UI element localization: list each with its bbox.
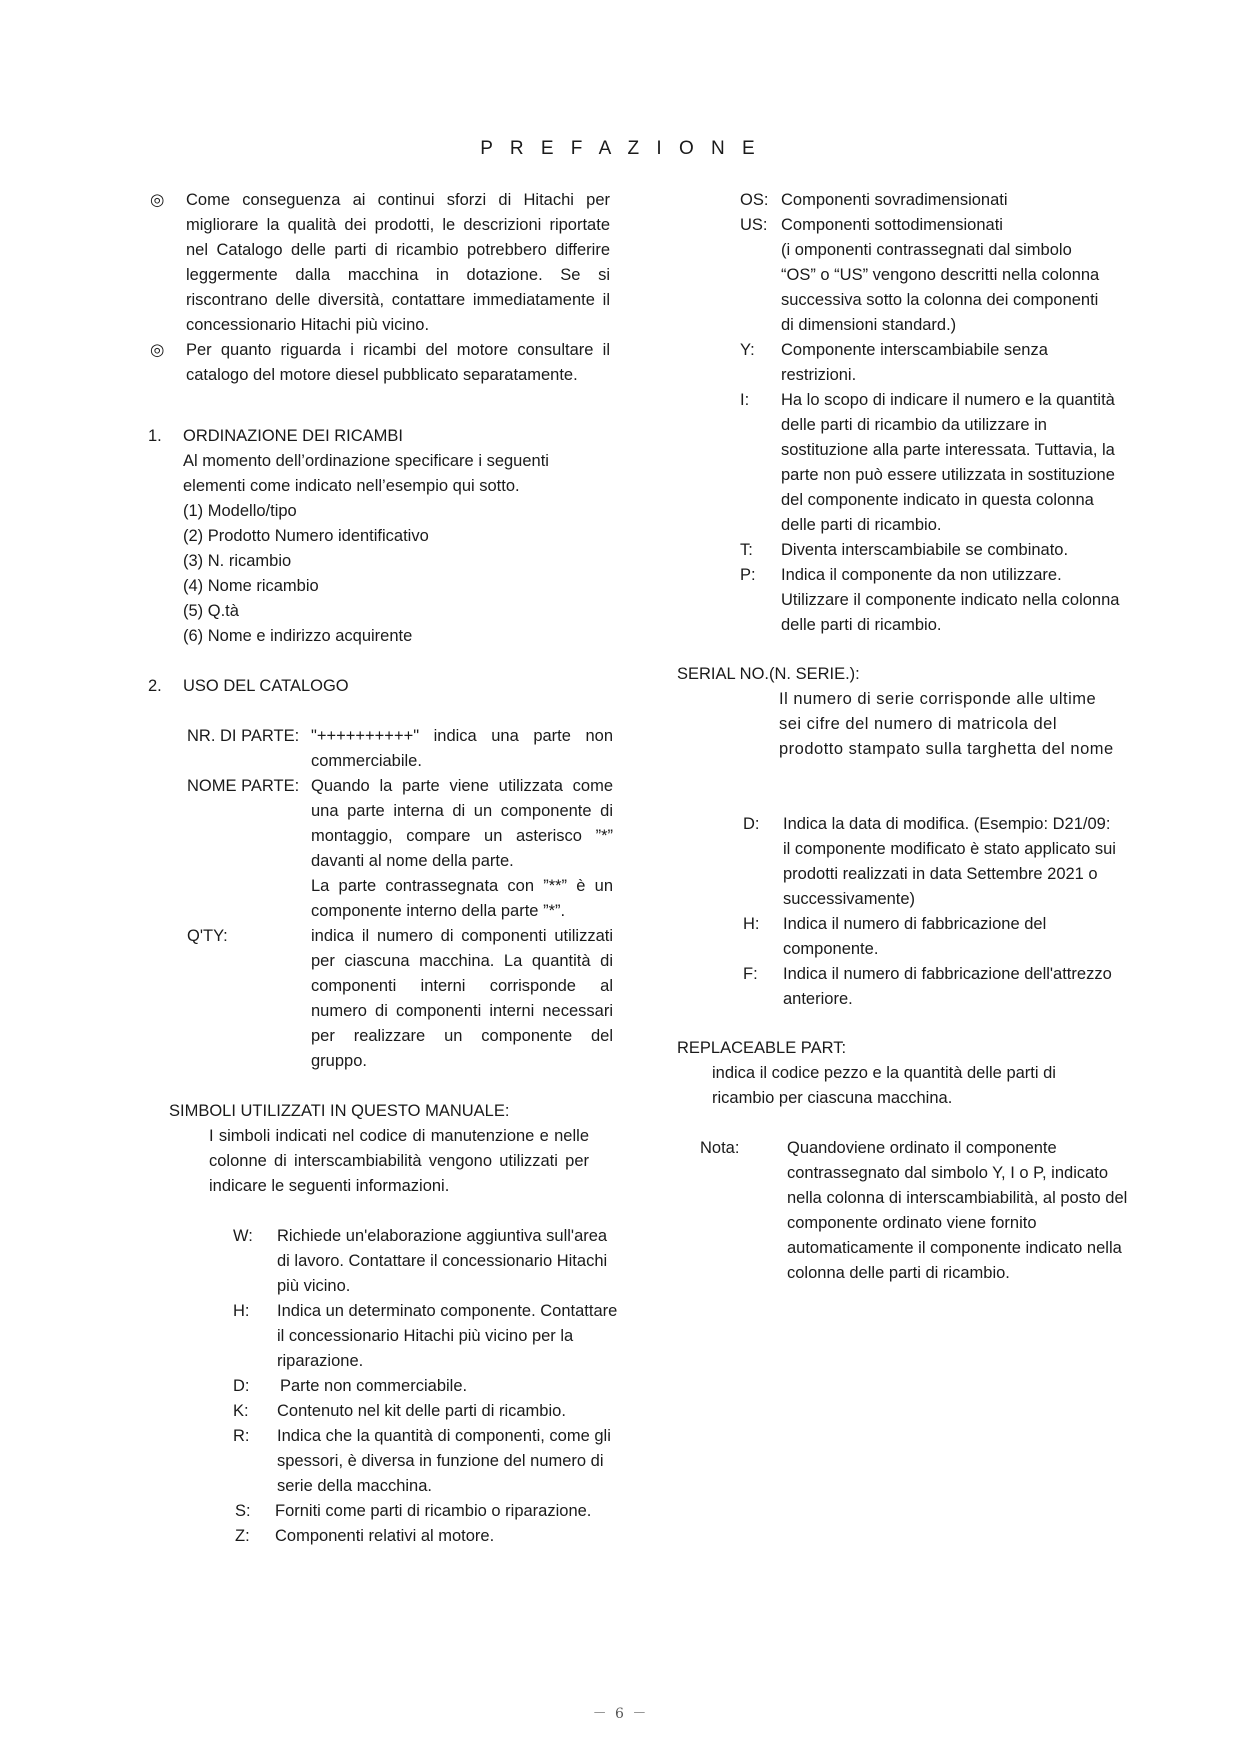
code-item-y: Y: Componente interscambiabile senza restrizioni. (740, 341, 1048, 384)
intro-text-1: Come conseguenza ai continui sforzi di Hitachi per migliorare la qualità dei prodotti, le descrizioni riportate nel Catalogo delle parti di ricambio potrebbero differire leggermente dalla macchina in dotazione. Se si riscontrano delle diversità, contattare immediatamente il concessionario Hitachi più vicino. (186, 191, 610, 334)
code-item-p: P: Indica il componente da non utilizzare. Utilizzare il componente indicato nella colonna delle parti di ricambio. (740, 566, 1120, 634)
symbol-item: D: Parte non commerciabile. (233, 1377, 468, 1395)
symbols-intro: I simboli indicati nel codice di manutenzione e nelle colonne di interscambiabilità vengono utilizzati per indicare le seguenti informazioni. (209, 1127, 589, 1195)
def-part-name (187, 774, 613, 924)
symbol-item: H: Indica un determinato componente. Contattare il concessionario Hitachi più vicino per la riparazione. (233, 1302, 618, 1370)
intro-bullet-1 (150, 188, 610, 338)
order-item: (4) Nome ricambio (183, 577, 319, 595)
def-qty (187, 924, 613, 1074)
order-item: (5) Q.tà (183, 602, 239, 620)
def-text-2: La parte contrassegnata con ”**” è un componente interno della parte ”*”. (311, 877, 613, 920)
order-item: (6) Nome e indirizzo acquirente (183, 627, 413, 645)
date-codes (743, 812, 1118, 1012)
symbol-item: W: Richiede un'elaborazione aggiuntiva sull'area di lavoro. Contattare il concessionario Hitachi più vicino. (233, 1227, 608, 1295)
def-part-number (187, 724, 613, 774)
code-item-i: I: Ha lo scopo di indicare il numero e la quantità delle parti di ricambio da utilizzare in sostituzione alla parte interessata. Tuttavia, la parte non può essere utilizzata in sostituzione del componente indicato in questa colonna delle parti di ricambio. (740, 391, 1115, 534)
order-item: (1) Modello/tipo (183, 502, 297, 520)
code-list (740, 188, 1120, 638)
page-title: P R E F A Z I O N E (480, 138, 761, 159)
code-item-d: D: Indica la data di modifica. (Esempio: D21/09: il componente modificato è stato applicato sui prodotti realizzati in data Settembre 2021 o successivamente) (743, 815, 1116, 908)
double-circle-icon: ◎ (150, 341, 165, 359)
order-item: (3) N. ricambio (183, 552, 292, 570)
intro-bullet-2 (150, 338, 610, 388)
def-text: "++++++++++" indica una parte non commerciabile. (311, 727, 613, 770)
section-number: 1. (148, 427, 162, 445)
code-item-t: T: Diventa interscambiabile se combinato. (740, 541, 1069, 559)
code-item-f: F: Indica il numero di fabbricazione dell'attrezzo anteriore. (743, 965, 1112, 1008)
section-intro: Al momento dell’ordinazione specificare i seguenti elementi come indicato nell’esempio qui sotto. (183, 452, 549, 495)
code-item-h: H: Indica il numero di fabbricazione del componente. (743, 915, 1047, 958)
symbols-heading: SIMBOLI UTILIZZATI IN QUESTO MANUALE: (169, 1102, 510, 1120)
serial-heading: SERIAL NO.(N. SERIE.): (677, 665, 860, 683)
symbols-list (233, 1224, 618, 1549)
symbol-item: K: Contenuto nel kit delle parti di ricambio. (233, 1402, 566, 1420)
def-label: NOME PARTE: (187, 777, 300, 795)
section-heading: USO DEL CATALOGO (183, 677, 349, 695)
section-number: 2. (148, 677, 162, 695)
note-block (700, 1136, 1130, 1286)
section-catalog-use (148, 674, 608, 699)
symbol-item: R: Indica che la quantità di componenti, come gli spessori, è diversa in funzione del numero di serie della macchina. (233, 1427, 611, 1495)
code-item-os: OS: Componenti sovradimensionati (740, 191, 1008, 209)
code-item-us: US: Componenti sottodimensionati (i omponenti contrassegnati dal simbolo “OS” o “US” vengono descritti nella colonna successiva sotto la colonna dei componenti di dimensioni standard.) (740, 216, 1100, 334)
intro-text-2: Per quanto riguarda i ricambi del motore consultare il catalogo del motore diesel pubblicato separatamente. (186, 341, 610, 384)
note-text: Quandoviene ordinato il componente contrassegnato dal simbolo Y, I o P, indicato nella colonna di interscambiabilità, al posto del componente ordinato viene fornito automaticamente il componente indicato nella colonna delle parti di ricambio. (787, 1139, 1128, 1282)
def-label: NR. DI PARTE: (187, 727, 300, 745)
replaceable-text: indica il codice pezzo e la quantità delle parti di ricambio per ciascuna macchina. (712, 1064, 1056, 1107)
serial-text: Il numero di serie corrisponde alle ultime sei cifre del numero di matricola del prodotto stampato sulla targhetta del nome (779, 690, 1114, 758)
double-circle-icon: ◎ (150, 191, 165, 209)
order-item: (2) Prodotto Numero identificativo (183, 527, 429, 545)
symbol-item: Z: Componenti relativi al motore. (235, 1527, 495, 1545)
symbol-item: S: Forniti come parti di ricambio o riparazione. (235, 1502, 592, 1520)
section-heading: ORDINAZIONE DEI RICAMBI (183, 427, 404, 445)
section-ordering (148, 424, 588, 649)
page-number: － 6 － (592, 1706, 649, 1722)
def-text: indica il numero di componenti utilizzati per ciascuna macchina. La quantità di componenti interni corrisponde al numero di componenti interni necessari per realizzare un componente del gruppo. (311, 927, 613, 1070)
replaceable-heading: REPLACEABLE PART: (677, 1039, 847, 1057)
def-label: Q'TY: (187, 927, 228, 945)
note-label: Nota: (700, 1139, 740, 1157)
def-text: Quando la parte viene utilizzata come una parte interna di un componente di montaggio, compare un asterisco ”*” davanti al nome della parte. (311, 777, 613, 870)
